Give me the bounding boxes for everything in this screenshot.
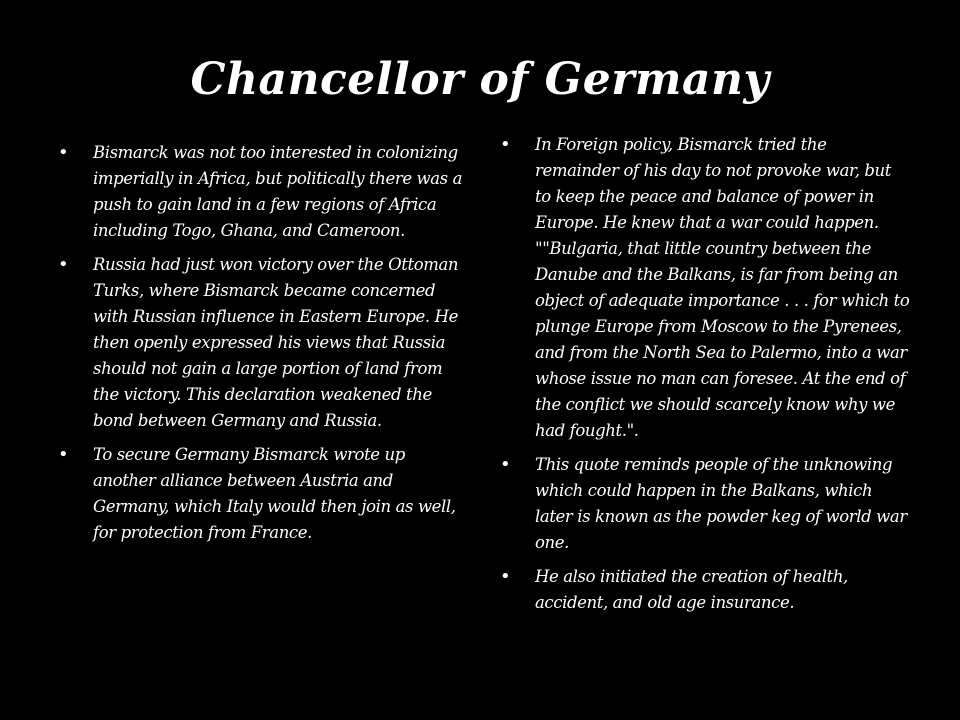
bullet-text: In Foreign policy, Bismarck tried the remainder of his day to not provoke war, but to keep the peace and balance of power in Europe. He knew that a war could happen. ""Bulgaria, that little country between the Danube and the Balkans, is far from being an object of adequate importance . . . for which to plunge Europe from Moscow to the Pyrenees, and from the North Sea to Palermo, into a war whose issue no man can foresee. At the end of the conflict we should scarcely know why we had fought.". <box>535 135 910 440</box>
bullet-text: To secure Germany Bismarck wrote up another alliance between Austria and Germany, which Italy would then join as well, for protection from France. <box>93 445 456 542</box>
bullet-dot-icon: • <box>500 134 511 155</box>
bullet-dot-icon: • <box>500 454 511 475</box>
bullet-item <box>58 252 468 434</box>
slide-title: Chancellor of Germany <box>190 54 770 105</box>
bullet-dot-icon: • <box>500 566 511 587</box>
bullet-text: He also initiated the creation of health, accident, and old age insurance. <box>535 567 848 612</box>
bullet-dot-icon: • <box>58 444 69 465</box>
bullet-item <box>58 140 468 244</box>
bullet-dot-icon: • <box>58 142 69 163</box>
bullet-item <box>500 564 910 616</box>
bullet-dot-icon: • <box>58 254 69 275</box>
right-bullet-list <box>500 132 910 624</box>
bullet-text: Russia had just won victory over the Ottoman Turks, where Bismarck became concerned with Russian influence in Eastern Europe. He then openly expressed his views that Russia should not gain a large portion of land from the victory. This declaration weakened the bond between Germany and Russia. <box>93 255 459 430</box>
left-bullet-list <box>58 140 468 554</box>
bullet-text: This quote reminds people of the unknowing which could happen in the Balkans, which later is known as the powder keg of world war one. <box>535 455 907 552</box>
bullet-text: Bismarck was not too interested in colonizing imperially in Africa, but politically there was a push to gain land in a few regions of Africa including Togo, Ghana, and Cameroon. <box>93 143 463 240</box>
bullet-item <box>500 452 910 556</box>
bullet-item <box>500 132 910 444</box>
bullet-item <box>58 442 468 546</box>
